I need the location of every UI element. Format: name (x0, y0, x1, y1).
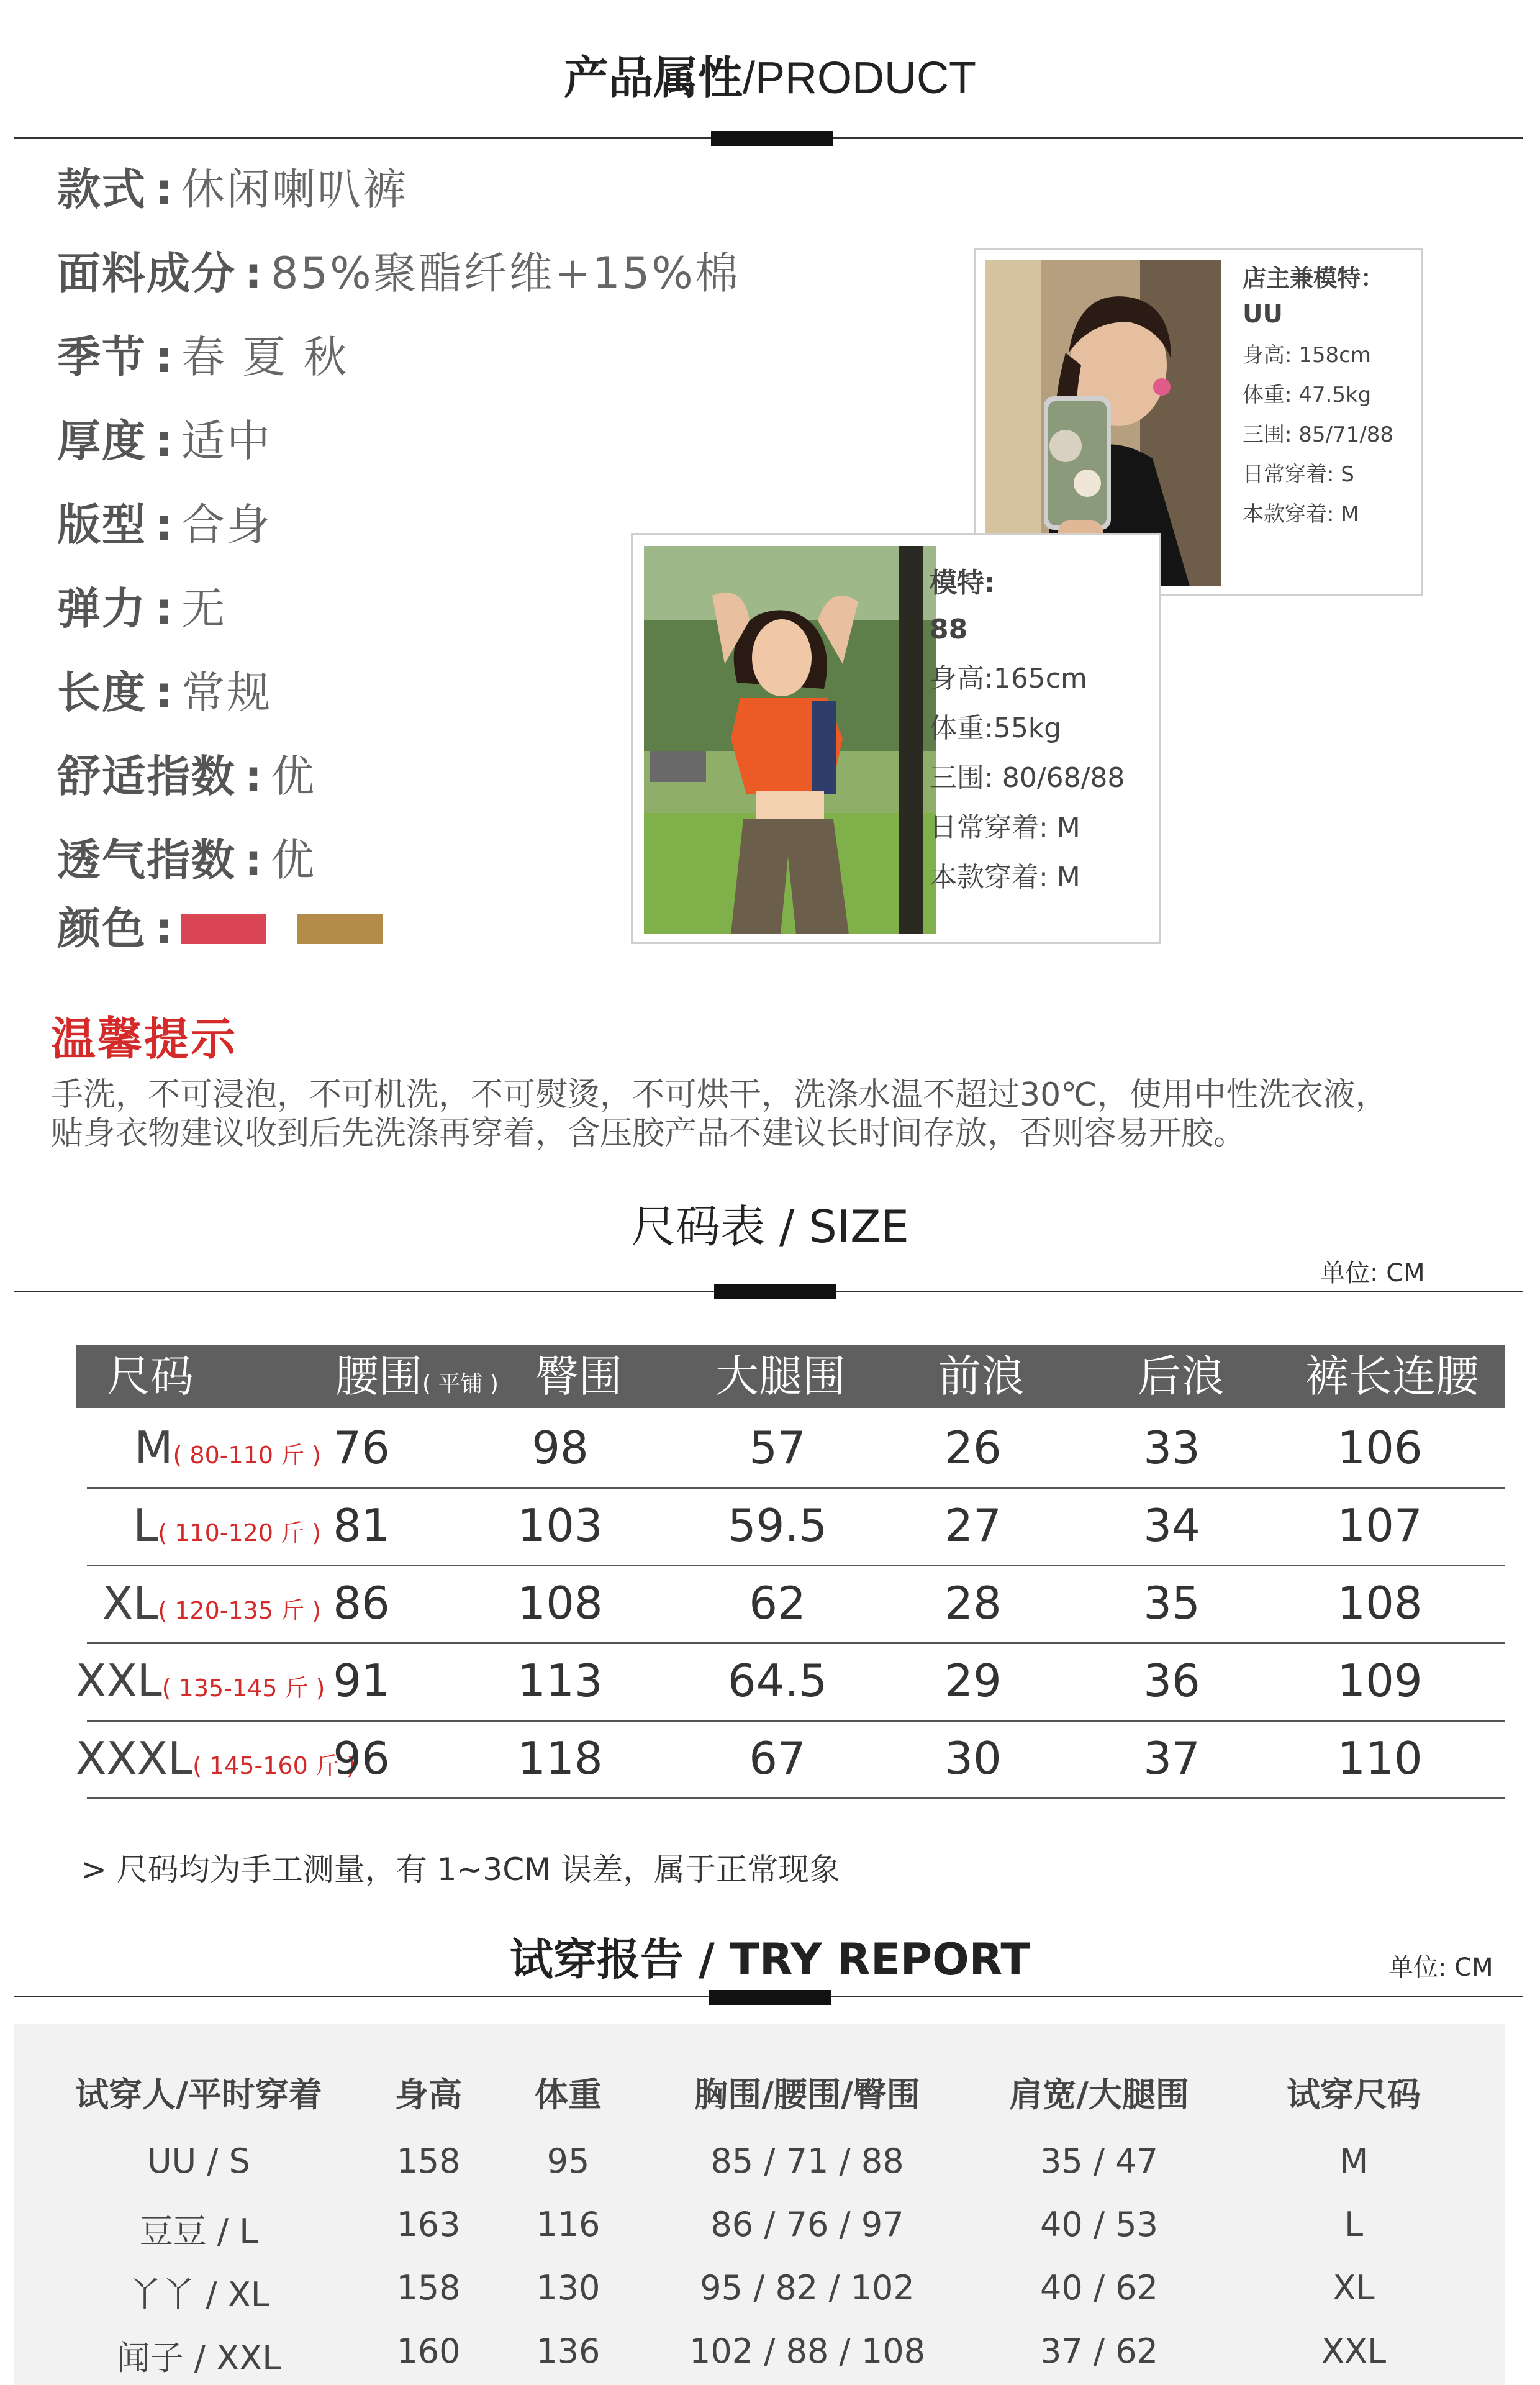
size-value-front-rise: 28 (944, 1577, 1002, 1629)
size-value-waist: 91 (333, 1655, 390, 1707)
color-swatch-red[interactable] (181, 914, 266, 944)
model-photo-model (644, 546, 936, 934)
model1-weight: 体重: 47.5kg (1243, 383, 1372, 407)
report-cell-weight: 136 (536, 2332, 600, 2371)
attribute-value: 85%聚酯纤维+15%棉 (271, 248, 740, 299)
size-value-hip: 103 (517, 1499, 603, 1551)
report-cell-measures: 102 / 88 / 108 (689, 2332, 925, 2371)
attribute-separator: : (155, 583, 173, 634)
attribute-row (57, 239, 740, 307)
attribute-separator: : (245, 751, 262, 802)
color-swatch-khaki[interactable] (297, 914, 383, 944)
model-card-model (631, 533, 1161, 944)
header-waist: 腰围( 平铺 ) (335, 1351, 499, 1402)
size-cell (76, 1644, 325, 1730)
attribute-value: 常规 (181, 667, 272, 718)
size-value-hip: 113 (517, 1655, 603, 1707)
attribute-row (57, 658, 272, 727)
size-value-length: 110 (1337, 1732, 1423, 1784)
report-cell-tester: 丫丫 / XL (128, 2275, 270, 2314)
header-hip: 臀围 (535, 1351, 622, 1402)
size-chart-title: 尺码表 / SIZE (631, 1201, 909, 1253)
attribute-label: 厚度 (57, 416, 147, 466)
size-row (76, 1489, 1505, 1566)
attribute-separator: : (155, 332, 173, 383)
report-cell-tester: UU / S (147, 2142, 250, 2181)
attribute-separator: : (155, 416, 173, 466)
report-cell-shoulder: 35 / 47 (1040, 2142, 1158, 2181)
size-value-hip: 118 (517, 1732, 603, 1784)
model1-daily-size: 日常穿着: S (1243, 462, 1354, 487)
size-cell (76, 1411, 321, 1497)
report-cell-shoulder: 40 / 62 (1040, 2268, 1158, 2307)
size-row (76, 1722, 1505, 1799)
report-cell-height: 163 (396, 2205, 461, 2244)
try-report-unit: 单位: CM (1388, 1953, 1493, 1982)
size-value-length: 107 (1337, 1499, 1423, 1551)
report-cell-measures: 86 / 76 / 97 (710, 2205, 904, 2244)
header-length: 裤长连腰 (1305, 1351, 1479, 1402)
row-divider (87, 1797, 1505, 1799)
model1-name: UU (1243, 300, 1283, 329)
size-value-back-rise: 34 (1143, 1499, 1200, 1551)
report-cell-shoulder: 40 / 53 (1040, 2205, 1158, 2244)
care-tips-line-2: 贴身衣物建议收到后先洗涤再穿着，含压胶产品不建议长时间存放，否则容易开胶。 (51, 1115, 1246, 1152)
attribute-row (57, 742, 316, 811)
model1-label: 店主兼模特： (1243, 265, 1385, 292)
header-back-rise: 后浪 (1138, 1351, 1225, 1402)
report-cell-size: XL (1333, 2268, 1375, 2307)
size-cell (76, 1489, 321, 1574)
report-cell-height: 160 (396, 2332, 461, 2371)
attribute-value: 优 (271, 835, 316, 886)
size-value-thigh: 57 (749, 1422, 806, 1474)
header-front-rise: 前浪 (938, 1351, 1025, 1402)
report-header-tester: 试穿人/平时穿着 (75, 2075, 322, 2114)
attribute-label: 舒适指数 (57, 751, 236, 802)
attribute-value: 春 夏 秋 (181, 332, 349, 383)
report-cell-weight: 95 (546, 2142, 590, 2181)
attribute-row (57, 323, 349, 391)
attribute-label: 版型 (57, 499, 147, 550)
attribute-separator: : (155, 499, 173, 550)
size-value-back-rise: 36 (1143, 1655, 1200, 1707)
attribute-value: 休闲喇叭裤 (181, 164, 408, 215)
attribute-value: 适中 (181, 416, 272, 466)
attribute-row-color: 颜色 : (57, 894, 414, 963)
size-weight-range: ( 145-160 斤 ) (192, 1752, 356, 1779)
product-title-cn: 产品属性 (563, 52, 743, 104)
size-value-waist: 76 (333, 1422, 390, 1474)
product-section-title (0, 43, 1540, 112)
report-cell-size: M (1339, 2142, 1369, 2181)
care-tips-title: 温馨提示 (51, 1013, 238, 1065)
attribute-label: 款式 (57, 164, 147, 215)
model2-weight: 体重:55kg (930, 712, 1062, 744)
size-row (76, 1411, 1505, 1489)
report-cell-measures: 85 / 71 / 88 (710, 2142, 904, 2181)
size-weight-range: ( 110-120 斤 ) (158, 1519, 321, 1547)
model1-height: 身高: 158cm (1243, 343, 1371, 368)
size-value-waist: 86 (333, 1577, 390, 1629)
attribute-row (57, 826, 316, 894)
attribute-label: 长度 (57, 667, 147, 718)
size-value-waist: 96 (333, 1732, 390, 1784)
attribute-separator: : (245, 248, 262, 299)
size-row (76, 1566, 1505, 1644)
report-cell-height: 158 (396, 2268, 461, 2307)
attribute-separator: : (155, 164, 173, 215)
model2-item-size: 本款穿着: M (930, 861, 1080, 893)
report-header-measures: 胸围/腰围/臀围 (694, 2075, 920, 2114)
size-code: L (133, 1499, 158, 1551)
size-value-thigh: 67 (749, 1732, 806, 1784)
size-value-hip: 108 (517, 1577, 603, 1629)
report-cell-measures: 95 / 82 / 102 (700, 2268, 915, 2307)
model2-name: 88 (930, 614, 968, 645)
attribute-value: 合身 (181, 499, 272, 550)
report-cell-weight: 116 (536, 2205, 600, 2244)
color-label: 颜色 (57, 903, 147, 954)
attribute-label: 季节 (57, 332, 147, 383)
size-weight-range: ( 120-135 斤 ) (158, 1597, 321, 1624)
report-cell-tester: 闻子 / XXL (116, 2338, 281, 2378)
size-value-front-rise: 27 (944, 1499, 1002, 1551)
attribute-separator: : (245, 835, 262, 886)
header-waist-note: ( 平铺 ) (422, 1371, 499, 1397)
attribute-label: 面料成分 (57, 248, 236, 299)
size-cell (76, 1566, 321, 1652)
size-value-front-rise: 29 (944, 1655, 1002, 1707)
size-value-hip: 98 (532, 1422, 589, 1474)
attribute-value: 无 (181, 583, 227, 634)
report-header-size: 试穿尺码 (1287, 2075, 1421, 2114)
report-cell-size: XXL (1321, 2332, 1387, 2371)
size-row (76, 1644, 1505, 1722)
size-value-back-rise: 37 (1143, 1732, 1200, 1784)
size-code: M (134, 1422, 173, 1474)
try-report-divider-accent (709, 1990, 831, 2005)
report-cell-shoulder: 37 / 62 (1040, 2332, 1158, 2371)
attribute-row (57, 155, 408, 224)
attribute-row (57, 575, 227, 643)
care-tips-line-1: 手洗，不可浸泡，不可机洗，不可熨烫，不可烘干，洗涤水温不超过30℃，使用中性洗衣液， (51, 1076, 1388, 1114)
attribute-label: 弹力 (57, 583, 147, 634)
product-title-en: /PRODUCT (743, 53, 976, 103)
report-header-height: 身高 (395, 2075, 462, 2114)
size-value-back-rise: 33 (1143, 1422, 1200, 1474)
attribute-label: 透气指数 (57, 835, 236, 886)
size-value-length: 106 (1337, 1422, 1423, 1474)
size-value-back-rise: 35 (1143, 1577, 1200, 1629)
product-divider-accent (711, 131, 833, 146)
report-header-shoulder: 肩宽/大腿围 (1009, 2075, 1189, 2114)
size-value-thigh: 59.5 (727, 1499, 828, 1551)
header-size: 尺码 (107, 1351, 194, 1402)
model2-height: 身高:165cm (930, 663, 1087, 694)
size-table-header (76, 1345, 1505, 1408)
model2-daily-size: 日常穿着: M (930, 812, 1080, 843)
try-report-title: 试穿报告 / TRY REPORT (509, 1934, 1031, 1985)
report-cell-height: 158 (396, 2142, 461, 2181)
size-cell (76, 1722, 356, 1807)
attribute-row (57, 407, 272, 475)
model2-label: 模特: (930, 567, 995, 599)
size-value-length: 109 (1337, 1655, 1423, 1707)
report-cell-size: L (1344, 2205, 1364, 2244)
model1-measures: 三围: 85/71/88 (1243, 422, 1393, 447)
size-code: XXXL (76, 1732, 193, 1784)
size-value-waist: 81 (333, 1499, 390, 1551)
size-weight-range: ( 135-145 斤 ) (161, 1674, 325, 1702)
size-chart-divider-accent (714, 1284, 836, 1299)
size-value-thigh: 64.5 (727, 1655, 828, 1707)
report-cell-tester: 豆豆 / L (139, 2212, 258, 2251)
report-header-weight: 体重 (535, 2075, 602, 2114)
attribute-separator: : (155, 667, 173, 718)
header-thigh: 大腿围 (715, 1351, 846, 1402)
size-chart-unit: 单位: CM (1320, 1259, 1425, 1288)
attribute-row (57, 491, 272, 559)
size-chart-note: > 尺码均为手工测量，有 1~3CM 误差，属于正常现象 (81, 1851, 841, 1888)
attribute-value: 优 (271, 751, 316, 802)
model1-item-size: 本款穿着: M (1243, 502, 1359, 527)
model2-measures: 三围: 80/68/88 (930, 762, 1125, 794)
size-code: XXL (76, 1655, 162, 1707)
size-value-thigh: 62 (749, 1577, 806, 1629)
size-value-front-rise: 26 (944, 1422, 1002, 1474)
size-value-front-rise: 30 (944, 1732, 1002, 1784)
size-code: XL (102, 1577, 158, 1629)
size-weight-range: ( 80-110 斤 ) (173, 1442, 321, 1469)
size-value-length: 108 (1337, 1577, 1423, 1629)
report-cell-weight: 130 (536, 2268, 600, 2307)
